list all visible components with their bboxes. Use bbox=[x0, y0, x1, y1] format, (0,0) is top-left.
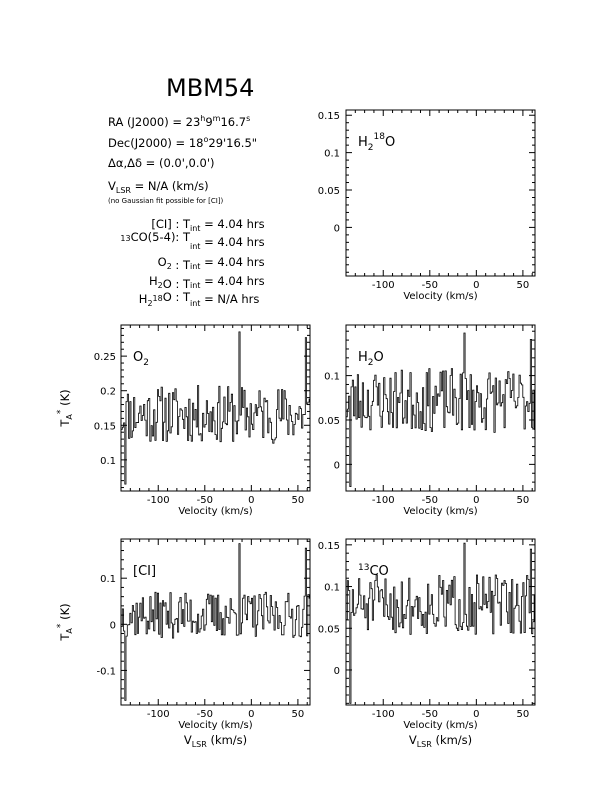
integration-value: $_{int}$ = 4.04 hrs bbox=[190, 235, 265, 251]
y-tick-label: 0.1 bbox=[100, 455, 116, 467]
x-tick-label: -100 bbox=[146, 709, 170, 720]
y-tick-label: 0 bbox=[333, 665, 340, 677]
molecule-label: $O_2$ bbox=[133, 350, 149, 368]
figure-title: MBM54 bbox=[166, 74, 255, 102]
x-tick-label: -50 bbox=[421, 495, 438, 506]
offset-line: Δα,Δδ = (0.0',0.0') bbox=[108, 156, 215, 170]
x-tick-label: -50 bbox=[196, 495, 213, 506]
spectrum-trace bbox=[121, 332, 309, 484]
y-tick-label: 0.25 bbox=[93, 352, 116, 364]
y-tick-label: -0.1 bbox=[96, 666, 116, 678]
x-axis-label: Velocity (km/s) bbox=[178, 506, 253, 517]
integration-value: $_{int}$ = 4.04 hrs bbox=[190, 255, 265, 271]
y-tick-label: 0.15 bbox=[317, 111, 340, 123]
y-tick-label: 0 bbox=[109, 620, 116, 632]
y-tick-label: 0.1 bbox=[324, 582, 340, 594]
y-axis-label: $T_A^*$ (K) bbox=[56, 603, 74, 641]
integration-value: $_{int}$ = 4.04 hrs bbox=[190, 274, 265, 290]
molecule-label: $H_2O$ bbox=[358, 350, 384, 368]
integration-line: $O_2$ : T bbox=[157, 255, 190, 272]
y-tick-label: 0.15 bbox=[93, 421, 116, 433]
x-tick-label: 0 bbox=[473, 709, 480, 720]
integration-times bbox=[120, 217, 264, 308]
integration-line: [CI] : T bbox=[151, 217, 190, 231]
x-tick-label: -50 bbox=[421, 280, 438, 291]
y-tick-label: 0 bbox=[333, 460, 340, 472]
x-tick-label: 50 bbox=[516, 280, 530, 291]
x-tick-label: -100 bbox=[371, 495, 395, 506]
y-tick-label: 0.05 bbox=[317, 186, 340, 198]
panel-h218o bbox=[318, 110, 535, 302]
y-tick-label: 0.05 bbox=[317, 415, 340, 427]
x-tick-label: 50 bbox=[291, 709, 305, 720]
y-tick-label: 0.1 bbox=[100, 574, 116, 586]
x-axis-label-vlsr: $V_{LSR}$ (km/s) bbox=[183, 733, 248, 749]
x-tick-label: 0 bbox=[248, 495, 255, 506]
panel-ci bbox=[56, 539, 310, 749]
source-info bbox=[108, 114, 265, 308]
x-tick-label: -50 bbox=[196, 709, 213, 720]
x-tick-label: -100 bbox=[371, 709, 395, 720]
x-tick-label: 50 bbox=[516, 495, 530, 506]
x-axis-label: Velocity (km/s) bbox=[403, 720, 478, 731]
panel-o2 bbox=[56, 325, 310, 517]
integration-value: $_{int}$ = N/A hrs bbox=[190, 292, 260, 308]
panel-h2o bbox=[318, 325, 535, 517]
y-tick-label: 0.2 bbox=[100, 386, 116, 398]
molecule-label: $^{13}$CO bbox=[358, 563, 389, 579]
x-tick-label: 50 bbox=[516, 709, 530, 720]
y-axis-label: $T_A^*$ (K) bbox=[56, 389, 74, 427]
x-axis-label: Velocity (km/s) bbox=[403, 506, 478, 517]
y-tick-label: 0 bbox=[333, 223, 340, 235]
panel-co bbox=[318, 539, 535, 749]
integration-line: $H_2O$ : T bbox=[148, 274, 190, 291]
vlsr-line: $V_{LSR} = N/A$ (km/s) bbox=[108, 179, 209, 195]
spectrum-panels bbox=[56, 110, 535, 749]
x-axis-label-vlsr: $V_{LSR}$ (km/s) bbox=[408, 733, 473, 749]
integration-line: $^{13}$CO(5-4): T bbox=[120, 230, 190, 244]
integration-line: $H_2^{18}O$ : T bbox=[138, 290, 190, 308]
dec-line: Dec(J2000) = 18$^o$29'16.5" bbox=[108, 135, 258, 150]
x-tick-label: -100 bbox=[371, 280, 395, 291]
x-tick-label: 0 bbox=[248, 709, 255, 720]
x-tick-label: -100 bbox=[146, 495, 170, 506]
molecule-label: $H_2^{18}O$ bbox=[358, 132, 396, 153]
x-axis-label: Velocity (km/s) bbox=[403, 291, 478, 302]
y-tick-label: 0.05 bbox=[317, 624, 340, 636]
y-tick-label: 0.1 bbox=[324, 371, 340, 383]
x-tick-label: 0 bbox=[473, 495, 480, 506]
molecule-label: [CI] bbox=[133, 564, 157, 579]
ra-line: RA (J2000) = 23$^h$9$^m$16.7$^s$ bbox=[108, 114, 251, 129]
y-tick-label: 0.15 bbox=[317, 540, 340, 552]
y-tick-label: 0.1 bbox=[324, 148, 340, 160]
x-axis-label: Velocity (km/s) bbox=[178, 720, 253, 731]
x-tick-label: -50 bbox=[421, 709, 438, 720]
x-tick-label: 50 bbox=[291, 495, 305, 506]
integration-value: $_{int}$ = 4.04 hrs bbox=[190, 217, 265, 233]
fit-note: (no Gaussian fit possible for [CI]) bbox=[108, 197, 224, 205]
x-tick-label: 0 bbox=[473, 280, 480, 291]
